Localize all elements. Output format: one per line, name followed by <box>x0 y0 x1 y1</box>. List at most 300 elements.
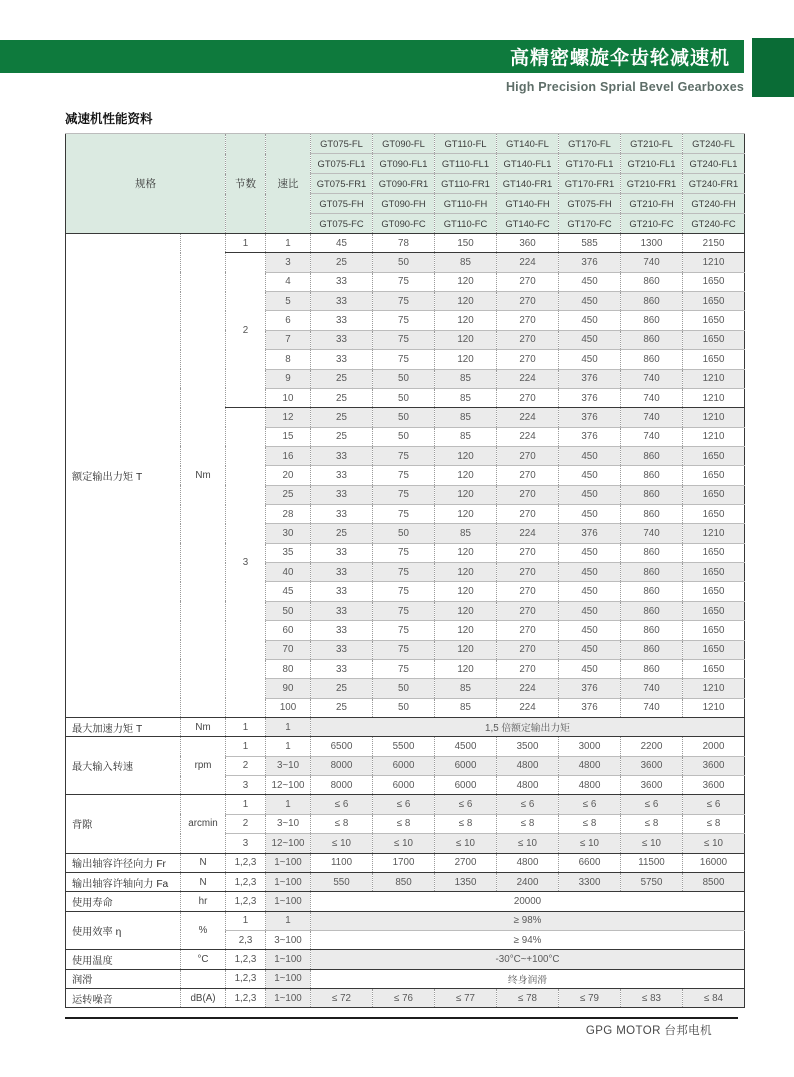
model-header-cell: GT240-FL1 <box>683 154 745 174</box>
value-cell: 270 <box>497 446 559 465</box>
spec-name-cell: 使用效率 η <box>66 911 181 950</box>
value-cell: 224 <box>497 679 559 698</box>
value-cell: ≤ 10 <box>373 834 435 853</box>
ratio-cell: 30 <box>266 524 311 543</box>
value-cell: 860 <box>621 350 683 369</box>
value-cell: 50 <box>373 408 435 427</box>
value-cell: ≤ 10 <box>435 834 497 853</box>
value-cell: ≤ 77 <box>435 989 497 1008</box>
value-cell: 25 <box>311 388 373 407</box>
ratio-cell: 70 <box>266 640 311 659</box>
value-cell: 50 <box>373 388 435 407</box>
value-cell: 75 <box>373 485 435 504</box>
value-cell: 740 <box>621 408 683 427</box>
model-header-cell: GT210-FH <box>621 194 683 214</box>
value-cell: 1650 <box>683 446 745 465</box>
ratio-cell: 12 <box>266 408 311 427</box>
value-cell: 85 <box>435 427 497 446</box>
value-cell: 224 <box>497 369 559 388</box>
value-cell: 450 <box>559 621 621 640</box>
model-header-cell: GT090-FL <box>373 134 435 154</box>
value-cell: ≤ 76 <box>373 989 435 1008</box>
value-cell: 270 <box>497 388 559 407</box>
ratio-cell: 1~100 <box>266 892 311 911</box>
value-cell: 270 <box>497 292 559 311</box>
value-cell: 450 <box>559 563 621 582</box>
value-cell: 450 <box>559 640 621 659</box>
value-cell: 2700 <box>435 853 497 872</box>
value-cell: 33 <box>311 350 373 369</box>
footer-divider <box>65 1017 738 1019</box>
value-cell: 450 <box>559 601 621 620</box>
value-cell: 3500 <box>497 737 559 756</box>
header-banner <box>0 40 744 73</box>
value-cell: 8000 <box>311 756 373 775</box>
value-cell: 1300 <box>621 234 683 253</box>
spec-name-cell: 最大输入转速 <box>66 737 181 795</box>
value-cell: ≥ 98% <box>311 911 745 930</box>
model-header-cell: GT075-FL1 <box>311 154 373 174</box>
value-cell: 2000 <box>683 737 745 756</box>
value-cell: 740 <box>621 524 683 543</box>
value-cell: 1210 <box>683 369 745 388</box>
value-cell: 376 <box>559 524 621 543</box>
value-cell: 2200 <box>621 737 683 756</box>
value-cell: ≤ 8 <box>683 814 745 833</box>
value-cell: 1210 <box>683 408 745 427</box>
value-cell: 1210 <box>683 679 745 698</box>
value-cell: 75 <box>373 601 435 620</box>
value-cell: 75 <box>373 621 435 640</box>
value-cell: 550 <box>311 872 373 891</box>
value-cell: 740 <box>621 253 683 272</box>
value-cell: 50 <box>373 679 435 698</box>
model-header-cell: GT140-FR1 <box>497 174 559 194</box>
unit-cell: dB(A) <box>181 989 226 1008</box>
value-cell: 270 <box>497 640 559 659</box>
stages-cell: 3 <box>226 834 266 853</box>
value-cell: 33 <box>311 601 373 620</box>
model-header-cell: GT170-FL1 <box>559 154 621 174</box>
value-cell: 33 <box>311 505 373 524</box>
value-cell: 450 <box>559 330 621 349</box>
model-header-cell: GT210-FL1 <box>621 154 683 174</box>
value-cell: 25 <box>311 369 373 388</box>
value-cell: ≤ 8 <box>559 814 621 833</box>
value-cell: 1650 <box>683 350 745 369</box>
value-cell: 150 <box>435 234 497 253</box>
value-cell: 270 <box>497 601 559 620</box>
ratio-cell: 1 <box>266 911 311 930</box>
value-cell: 224 <box>497 524 559 543</box>
value-cell: 75 <box>373 311 435 330</box>
value-cell: 50 <box>373 427 435 446</box>
model-header-cell: GT110-FC <box>435 214 497 234</box>
value-cell: 376 <box>559 427 621 446</box>
footer-brand: GPG MOTOR 台邦电机 <box>585 1025 712 1037</box>
value-cell: 1210 <box>683 524 745 543</box>
value-cell: 1210 <box>683 253 745 272</box>
value-cell: 860 <box>621 466 683 485</box>
stages-cell: 1 <box>226 234 266 253</box>
value-cell: 3000 <box>559 737 621 756</box>
value-cell: ≤ 10 <box>621 834 683 853</box>
value-cell: -30°C~+100°C <box>311 950 745 969</box>
value-cell: 6600 <box>559 853 621 872</box>
model-header-cell: GT075-FR1 <box>311 174 373 194</box>
value-cell: 75 <box>373 446 435 465</box>
value-cell: 860 <box>621 485 683 504</box>
value-cell: 1650 <box>683 466 745 485</box>
model-header-cell: GT210-FC <box>621 214 683 234</box>
value-cell: 450 <box>559 466 621 485</box>
value-cell: 1650 <box>683 563 745 582</box>
value-cell: 50 <box>373 698 435 717</box>
value-cell: 3600 <box>683 776 745 795</box>
value-cell: 120 <box>435 659 497 678</box>
value-cell: 6000 <box>373 756 435 775</box>
stages-cell: 3 <box>226 408 266 718</box>
value-cell: 860 <box>621 563 683 582</box>
value-cell: 860 <box>621 311 683 330</box>
value-cell: 33 <box>311 272 373 291</box>
spec-name-cell: 背隙 <box>66 795 181 853</box>
model-header-cell: GT075-FH <box>559 194 621 214</box>
value-cell: 75 <box>373 563 435 582</box>
value-cell: 376 <box>559 388 621 407</box>
value-cell: 25 <box>311 698 373 717</box>
model-header-cell: GT170-FL <box>559 134 621 154</box>
value-cell: 120 <box>435 563 497 582</box>
value-cell: 25 <box>311 408 373 427</box>
spec-name-cell: 输出轴容许轴向力 Fa <box>66 872 181 891</box>
value-cell: 33 <box>311 466 373 485</box>
value-cell: 33 <box>311 330 373 349</box>
value-cell: ≤ 6 <box>683 795 745 814</box>
spec-name-cell: 额定输出力矩 T <box>66 234 181 718</box>
value-cell: 376 <box>559 679 621 698</box>
model-header-cell: GT240-FL <box>683 134 745 154</box>
ratio-cell: 60 <box>266 621 311 640</box>
value-cell: 224 <box>497 427 559 446</box>
value-cell: 75 <box>373 543 435 562</box>
unit-cell: rpm <box>181 737 226 795</box>
value-cell: ≤ 6 <box>621 795 683 814</box>
stages-cell: 1,2,3 <box>226 892 266 911</box>
value-cell: 120 <box>435 446 497 465</box>
value-cell: 33 <box>311 543 373 562</box>
value-cell: 6000 <box>435 756 497 775</box>
spec-name-cell: 使用寿命 <box>66 892 181 911</box>
value-cell: 33 <box>311 446 373 465</box>
value-cell: 4800 <box>497 776 559 795</box>
value-cell: 33 <box>311 582 373 601</box>
value-cell: 1650 <box>683 601 745 620</box>
value-cell: ≤ 6 <box>435 795 497 814</box>
value-cell: 740 <box>621 369 683 388</box>
value-cell: 50 <box>373 369 435 388</box>
value-cell: 11500 <box>621 853 683 872</box>
value-cell: 270 <box>497 466 559 485</box>
model-header-cell: GT140-FC <box>497 214 559 234</box>
value-cell: 6500 <box>311 737 373 756</box>
value-cell: 33 <box>311 621 373 640</box>
value-cell: ≤ 83 <box>621 989 683 1008</box>
value-cell: 5500 <box>373 737 435 756</box>
value-cell: 120 <box>435 485 497 504</box>
value-cell: 270 <box>497 505 559 524</box>
unit-cell: hr <box>181 892 226 911</box>
value-cell: 376 <box>559 253 621 272</box>
value-cell: 270 <box>497 311 559 330</box>
value-cell: 120 <box>435 466 497 485</box>
ratio-cell: 6 <box>266 311 311 330</box>
ratio-cell: 1 <box>266 737 311 756</box>
value-cell: ≤ 8 <box>373 814 435 833</box>
stages-cell: 1 <box>226 717 266 736</box>
value-cell: 120 <box>435 292 497 311</box>
value-cell: ≤ 10 <box>559 834 621 853</box>
unit-cell: °C <box>181 950 226 969</box>
ratio-cell: 1~100 <box>266 950 311 969</box>
spec-table-container <box>65 133 744 1008</box>
value-cell: 270 <box>497 330 559 349</box>
value-cell: 终身润滑 <box>311 969 745 988</box>
ratio-cell: 100 <box>266 698 311 717</box>
ratio-cell: 1~100 <box>266 989 311 1008</box>
value-cell: 1210 <box>683 388 745 407</box>
spec-name-cell: 最大加速力矩 T <box>66 717 181 736</box>
model-header-cell: GT090-FH <box>373 194 435 214</box>
value-cell: ≤ 84 <box>683 989 745 1008</box>
unit-cell: arcmin <box>181 795 226 853</box>
page-subtitle: High Precision Sprial Bevel Gearboxes <box>505 80 744 94</box>
ratio-cell: 1~100 <box>266 969 311 988</box>
value-cell: 120 <box>435 311 497 330</box>
value-cell: 860 <box>621 621 683 640</box>
model-header-cell: GT110-FL1 <box>435 154 497 174</box>
value-cell: ≤ 79 <box>559 989 621 1008</box>
ratio-cell: 20 <box>266 466 311 485</box>
page-title: 高精密螺旋伞齿轮减速机 <box>509 48 730 69</box>
ratio-cell: 28 <box>266 505 311 524</box>
value-cell: ≤ 6 <box>373 795 435 814</box>
unit-cell: Nm <box>181 717 226 736</box>
value-cell: 1650 <box>683 543 745 562</box>
value-cell: 3300 <box>559 872 621 891</box>
stages-cell: 1 <box>226 737 266 756</box>
ratio-cell: 12~100 <box>266 776 311 795</box>
value-cell: 25 <box>311 679 373 698</box>
value-cell: 85 <box>435 388 497 407</box>
value-cell: 270 <box>497 659 559 678</box>
value-cell: 860 <box>621 272 683 291</box>
unit-cell: Nm <box>181 234 226 718</box>
value-cell: 270 <box>497 543 559 562</box>
stages-cell: 1,2,3 <box>226 950 266 969</box>
value-cell: 376 <box>559 408 621 427</box>
ratio-cell: 10 <box>266 388 311 407</box>
value-cell: 740 <box>621 427 683 446</box>
value-cell: 360 <box>497 234 559 253</box>
value-cell: 1100 <box>311 853 373 872</box>
value-cell: ≥ 94% <box>311 930 745 949</box>
value-cell: 450 <box>559 505 621 524</box>
value-cell: 450 <box>559 659 621 678</box>
value-cell: 33 <box>311 640 373 659</box>
value-cell: 1650 <box>683 292 745 311</box>
value-cell: 860 <box>621 543 683 562</box>
value-cell: 270 <box>497 582 559 601</box>
ratio-cell: 9 <box>266 369 311 388</box>
value-cell: 45 <box>311 234 373 253</box>
value-cell: 740 <box>621 679 683 698</box>
value-cell: 1700 <box>373 853 435 872</box>
value-cell: 25 <box>311 427 373 446</box>
ratio-cell: 8 <box>266 350 311 369</box>
ratio-cell: 5 <box>266 292 311 311</box>
unit-cell: N <box>181 872 226 891</box>
value-cell: 120 <box>435 582 497 601</box>
value-cell: 75 <box>373 582 435 601</box>
value-cell: 450 <box>559 292 621 311</box>
value-cell: 1350 <box>435 872 497 891</box>
value-cell: 120 <box>435 505 497 524</box>
value-cell: ≤ 78 <box>497 989 559 1008</box>
value-cell: 1210 <box>683 427 745 446</box>
value-cell: 1,5 倍额定输出力矩 <box>311 717 745 736</box>
model-header-cell: GT140-FL <box>497 134 559 154</box>
ratio-cell: 40 <box>266 563 311 582</box>
value-cell: 6000 <box>435 776 497 795</box>
value-cell: 75 <box>373 292 435 311</box>
value-cell: 1650 <box>683 621 745 640</box>
value-cell: 120 <box>435 601 497 620</box>
spec-name-cell: 使用温度 <box>66 950 181 969</box>
value-cell: 376 <box>559 369 621 388</box>
value-cell: 3600 <box>621 756 683 775</box>
model-header-cell: GT240-FR1 <box>683 174 745 194</box>
value-cell: 33 <box>311 485 373 504</box>
value-cell: 8000 <box>311 776 373 795</box>
value-cell: 4800 <box>559 756 621 775</box>
value-cell: 740 <box>621 388 683 407</box>
model-header-cell: GT170-FC <box>559 214 621 234</box>
value-cell: 33 <box>311 311 373 330</box>
value-cell: 75 <box>373 330 435 349</box>
value-cell: 4800 <box>497 853 559 872</box>
value-cell: 450 <box>559 543 621 562</box>
model-header-cell: GT110-FH <box>435 194 497 214</box>
ratio-cell: 1 <box>266 234 311 253</box>
value-cell: ≤ 8 <box>621 814 683 833</box>
value-cell: 120 <box>435 543 497 562</box>
stages-cell: 2,3 <box>226 930 266 949</box>
value-cell: 1650 <box>683 272 745 291</box>
value-cell: 860 <box>621 640 683 659</box>
value-cell: 75 <box>373 659 435 678</box>
value-cell: ≤ 8 <box>435 814 497 833</box>
value-cell: 6000 <box>373 776 435 795</box>
value-cell: 120 <box>435 330 497 349</box>
value-cell: 1650 <box>683 659 745 678</box>
value-cell: 224 <box>497 408 559 427</box>
ratio-cell: 25 <box>266 485 311 504</box>
stages-header-cell: 节数 <box>226 134 266 234</box>
value-cell: 85 <box>435 679 497 698</box>
value-cell: 3600 <box>683 756 745 775</box>
value-cell: 1650 <box>683 330 745 349</box>
model-header-cell: GT110-FL <box>435 134 497 154</box>
model-header-cell: GT075-FH <box>311 194 373 214</box>
stages-cell: 1,2,3 <box>226 853 266 872</box>
value-cell: ≤ 10 <box>497 834 559 853</box>
value-cell: ≤ 8 <box>497 814 559 833</box>
value-cell: 1650 <box>683 311 745 330</box>
model-header-cell: GT140-FH <box>497 194 559 214</box>
value-cell: 270 <box>497 485 559 504</box>
value-cell: 16000 <box>683 853 745 872</box>
model-header-cell: GT140-FL1 <box>497 154 559 174</box>
value-cell: 33 <box>311 659 373 678</box>
value-cell: 1210 <box>683 698 745 717</box>
model-header-cell: GT110-FR1 <box>435 174 497 194</box>
spec-name-cell: 运转噪音 <box>66 989 181 1008</box>
value-cell: 75 <box>373 272 435 291</box>
ratio-cell: 90 <box>266 679 311 698</box>
value-cell: ≤ 6 <box>497 795 559 814</box>
ratio-cell: 1~100 <box>266 853 311 872</box>
value-cell: 120 <box>435 272 497 291</box>
ratio-cell: 1 <box>266 795 311 814</box>
value-cell: 860 <box>621 601 683 620</box>
value-cell: ≤ 6 <box>559 795 621 814</box>
value-cell: 120 <box>435 640 497 659</box>
value-cell: 860 <box>621 446 683 465</box>
stages-cell: 1,2,3 <box>226 969 266 988</box>
value-cell: 4800 <box>559 776 621 795</box>
ratio-cell: 3~10 <box>266 756 311 775</box>
spec-table <box>65 133 745 1008</box>
value-cell: 270 <box>497 350 559 369</box>
value-cell: 450 <box>559 446 621 465</box>
value-cell: 270 <box>497 272 559 291</box>
stages-cell: 1,2,3 <box>226 989 266 1008</box>
value-cell: 270 <box>497 563 559 582</box>
value-cell: 75 <box>373 466 435 485</box>
value-cell: ≤ 6 <box>311 795 373 814</box>
value-cell: 585 <box>559 234 621 253</box>
value-cell: 860 <box>621 330 683 349</box>
value-cell: 4500 <box>435 737 497 756</box>
stages-cell: 2 <box>226 814 266 833</box>
ratio-cell: 12~100 <box>266 834 311 853</box>
value-cell: 860 <box>621 582 683 601</box>
stages-cell: 1 <box>226 911 266 930</box>
value-cell: 2150 <box>683 234 745 253</box>
value-cell: 50 <box>373 524 435 543</box>
value-cell: 860 <box>621 659 683 678</box>
value-cell: 224 <box>497 253 559 272</box>
spec-name-cell: 输出轴容许径向力 Fr <box>66 853 181 872</box>
value-cell: 25 <box>311 524 373 543</box>
value-cell: 85 <box>435 408 497 427</box>
ratio-cell: 3~10 <box>266 814 311 833</box>
value-cell: 85 <box>435 698 497 717</box>
ratio-cell: 16 <box>266 446 311 465</box>
value-cell: 450 <box>559 582 621 601</box>
ratio-cell: 80 <box>266 659 311 678</box>
